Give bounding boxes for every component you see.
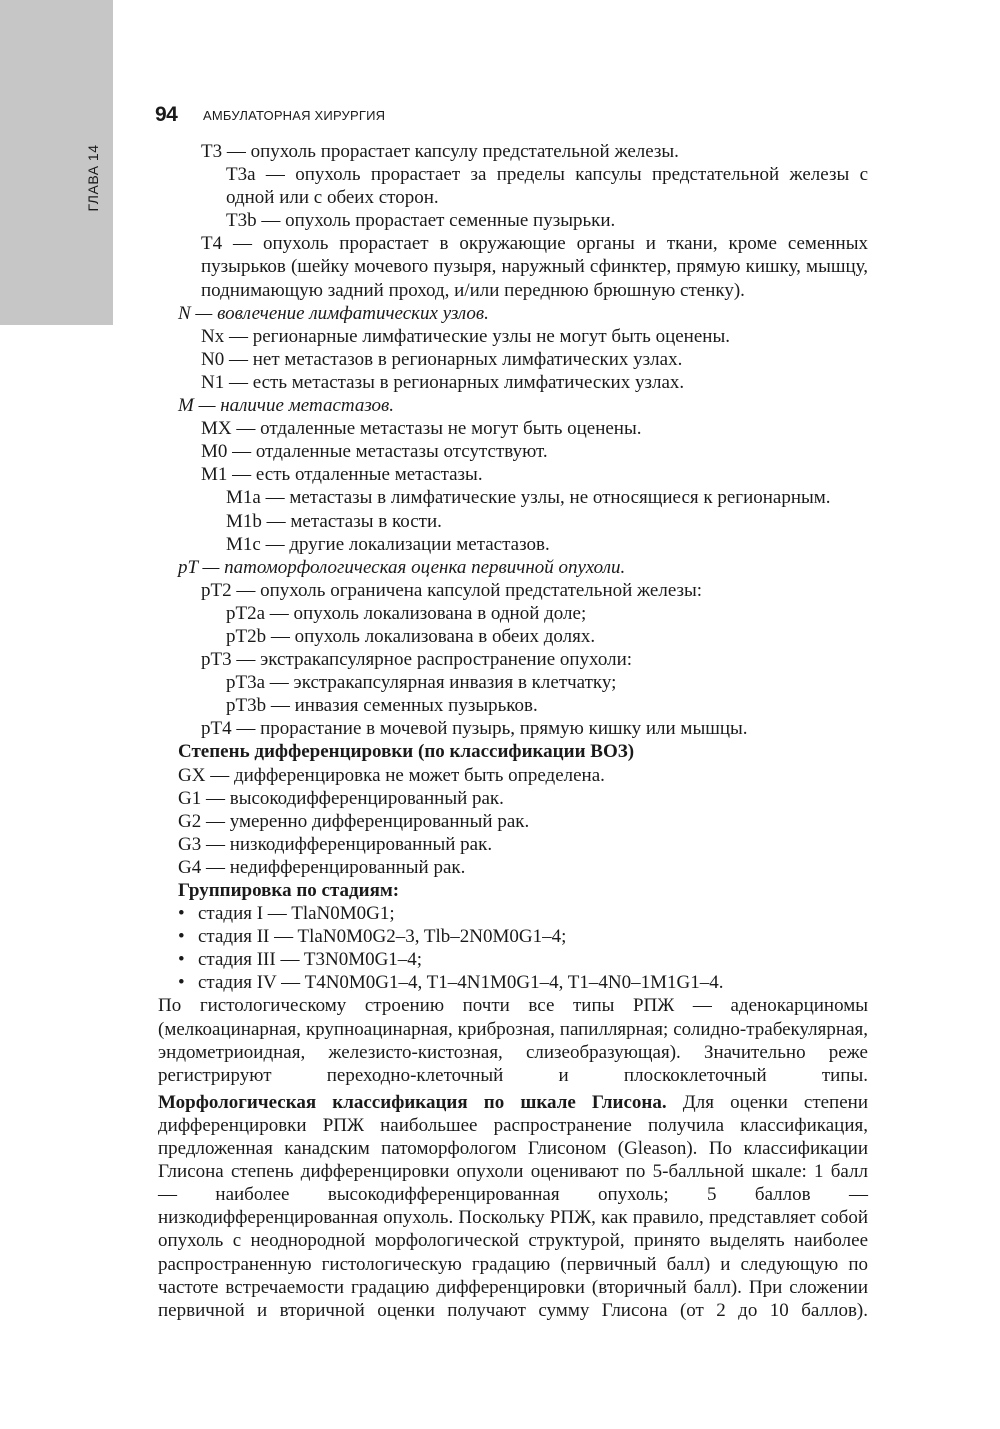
m-stage-subitem: M1b — метастазы в кости. (226, 510, 442, 532)
pt2b-line: pT2b — опухоль локализована в обеих долях. (226, 625, 596, 647)
staging-item-text: стадия I — TlaN0M0G1; (198, 903, 395, 925)
pt2-line: pT2 — опухоль ограничена капсулой предстательной железы: (201, 579, 703, 601)
page-content (0, 140, 1000, 1322)
grade-item: GX — дифференцировка не может быть определена. (178, 764, 605, 786)
chapter-tab-label: ГЛАВА 14 (85, 144, 101, 212)
staging-item-text: стадия II — TlaN0M0G2–3, Tlb–2N0M0G1–4; (198, 926, 567, 948)
pt3b-line: pT3b — инвазия семенных пузырьков. (226, 695, 538, 717)
pt3a-line: pT3a — экстракапсулярная инвазия в клетчатку; (226, 672, 617, 694)
t4-line: T4 — опухоль прорастает в окружающие органы и ткани, кроме семенных пузырьков (шейку мочевого пузыря, наружный сфинктер, прямую кишку, мышцу, поднимающую задний проход, и/или переднюю брюшную стенку). (201, 233, 868, 301)
m-stage-item: MX — отдаленные метастазы не могут быть оценены. (201, 418, 642, 440)
staging-item (0, 971, 1000, 994)
histology-paragraph: По гистологическому строению почти все типы РПЖ — аденокарциномы (мелкоацинарная, крупноацинарная, криброзная, папиллярная; солидно-трабекулярная, эндометриоидная, железисто-кистозная, слизеобразующая). Значительно реже регистрируют переходно-клеточный и плоскоклеточный типы. (158, 995, 868, 1086)
n-stage-heading: N — вовлечение лимфатических узлов. (178, 302, 489, 324)
staging-item (0, 925, 1000, 948)
staging-item-text: стадия III — T3N0M0G1–4; (198, 949, 423, 971)
staging-item-text: стадия IV — T4N0M0G1–4, T1–4N1M0G1–4, T1–4N0–1M1G1–4. (198, 972, 724, 994)
pt-stage-heading: pT — патоморфологическая оценка первичной опухоли. (178, 556, 626, 578)
bullet-icon: • (178, 972, 185, 994)
t3b-line: T3b — опухоль прорастает семенные пузырьки. (226, 210, 616, 232)
bullet-icon: • (178, 926, 185, 948)
m-stage-heading: M — наличие метастазов. (178, 395, 394, 417)
pt3-line: pT3 — экстракапсулярное распространение опухоли: (201, 649, 633, 671)
grade-item: G4 — недифференцированный рак. (178, 856, 466, 878)
pt2a-line: pT2a — опухоль локализована в одной доле; (226, 602, 587, 624)
grade-item: G2 — умеренно дифференцированный рак. (178, 810, 530, 832)
m-stage-item: M0 — отдаленные метастазы отсутствуют. (201, 441, 548, 463)
page-number: 94 (155, 103, 178, 126)
gleason-text: Для оценки степени дифференцировки РПЖ наибольшее распространение получила классификация, предложенная канадским патоморфологом Глисоном (Gleason). По классификации Глисона степень дифференцировки опухоли оценивают по 5-балльной шкале: 1 балл — наиболее высокодифференцированная опухоль; 5 баллов — низкодифференцированная опухоль. Поскольку РПЖ, как правило, представляет собой опухоль с неоднородной морфологической структурой, принято выделять наиболее распространенную гистологическую градацию (первичный балл) и следующую по частоте встречаемости градацию дифференцировки (вторичный балл). При сложении первичной и вторичной оценки получают сумму Глисона (от 2 до 10 баллов). (158, 1091, 868, 1321)
n-stage-item: N0 — нет метастазов в регионарных лимфатических узлах. (201, 348, 683, 370)
n-stage-item: N1 — есть метастазы в регионарных лимфатических узлах. (201, 371, 685, 393)
t3a-line: T3a — опухоль прорастает за пределы капсулы предстательной железы с одной или с обеих сторон. (226, 164, 868, 209)
running-title: АМБУЛАТОРНАЯ ХИРУРГИЯ (203, 108, 386, 123)
grade-heading: Степень дифференцировки (по классификации ВОЗ) (178, 741, 635, 763)
m-stage-item: M1 — есть отдаленные метастазы. (201, 464, 483, 486)
staging-item (0, 948, 1000, 971)
bullet-icon: • (178, 949, 185, 971)
m-stage-subitem: M1a — метастазы в лимфатические узлы, не относящиеся к регионарным. (226, 487, 831, 509)
pt4-line: pT4 — прорастание в мочевой пузырь, прямую кишку или мышцы. (201, 718, 748, 740)
staging-heading: Группировка по стадиям: (178, 880, 400, 901)
grade-item: G3 — низкодифференцированный рак. (178, 833, 493, 855)
staging-item (0, 902, 1000, 925)
m-stage-subitem: M1c — другие локализации метастазов. (226, 533, 550, 555)
n-stage-item: Nx — регионарные лимфатические узлы не могут быть оценены. (201, 325, 730, 347)
gleason-paragraph (158, 1091, 868, 1322)
bullet-icon: • (178, 903, 185, 925)
t3-line: T3 — опухоль прорастает капсулу предстательной железы. (201, 141, 679, 162)
grade-item: G1 — высокодифференцированный рак. (178, 787, 504, 809)
gleason-heading: Морфологическая классификация по шкале Глисона. (158, 1091, 667, 1113)
